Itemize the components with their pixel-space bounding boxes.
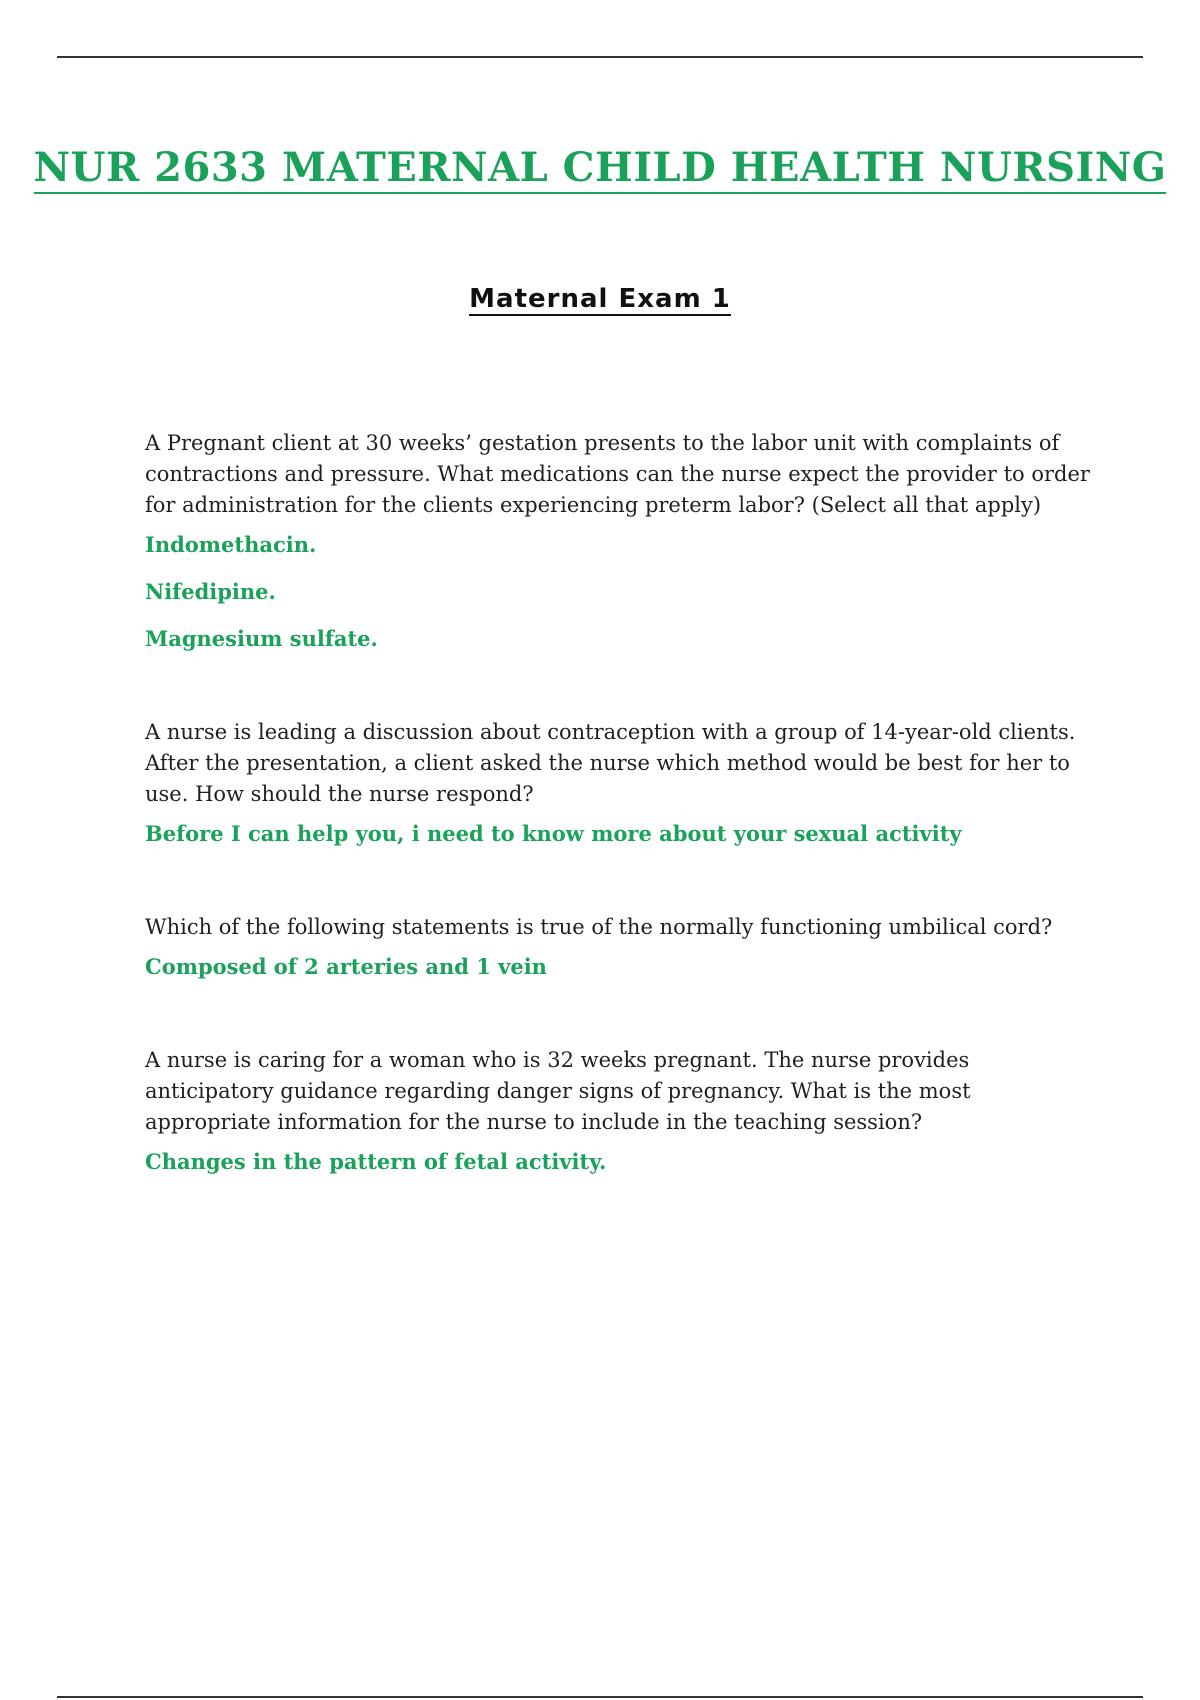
question-text: A Pregnant client at 30 weeks’ gestation presents to the labor unit with complaints of contractions and pressure. What medications can the nurse expect the provider to order for administration for the clients experiencing preterm labor? (Select all that apply): [145, 431, 1090, 517]
question-text: Which of the following statements is true of the normally functioning umbilical cord?: [145, 915, 1053, 939]
question-block-4: [145, 1045, 1095, 1176]
answer-text: Nifedipine.: [145, 579, 276, 604]
question-text: A nurse is leading a discussion about contraception with a group of 14-year-old clients. After the presentation, a client asked the nurse which method would be best for her to use. How should the nurse respond?: [145, 720, 1076, 806]
answer-text: Magnesium sulfate.: [145, 626, 378, 651]
question-text: A nurse is caring for a woman who is 32 weeks pregnant. The nurse provides anticipatory guidance regarding danger signs of pregnancy. What is the most appropriate information for the nurse to include in the teaching session?: [145, 1048, 971, 1134]
answer-text: Composed of 2 arteries and 1 vein: [145, 954, 547, 979]
question-block-1: [145, 428, 1095, 653]
bottom-divider: [57, 1696, 1143, 1698]
top-divider: [57, 56, 1143, 58]
document-title: [0, 146, 1200, 190]
answer-text: Indomethacin.: [145, 532, 317, 557]
question-block-3: [145, 912, 1095, 981]
document-subtitle-text: Maternal Exam 1: [469, 284, 731, 314]
document-subtitle: [0, 283, 1200, 315]
question-list: [145, 428, 1095, 1176]
answer-text: Before I can help you, i need to know more about your sexual activity: [145, 821, 962, 846]
answer-text: Changes in the pattern of fetal activity.: [145, 1149, 607, 1174]
question-block-2: [145, 717, 1095, 848]
document-title-text: NUR 2633 MATERNAL CHILD HEALTH NURSING: [34, 144, 1167, 194]
